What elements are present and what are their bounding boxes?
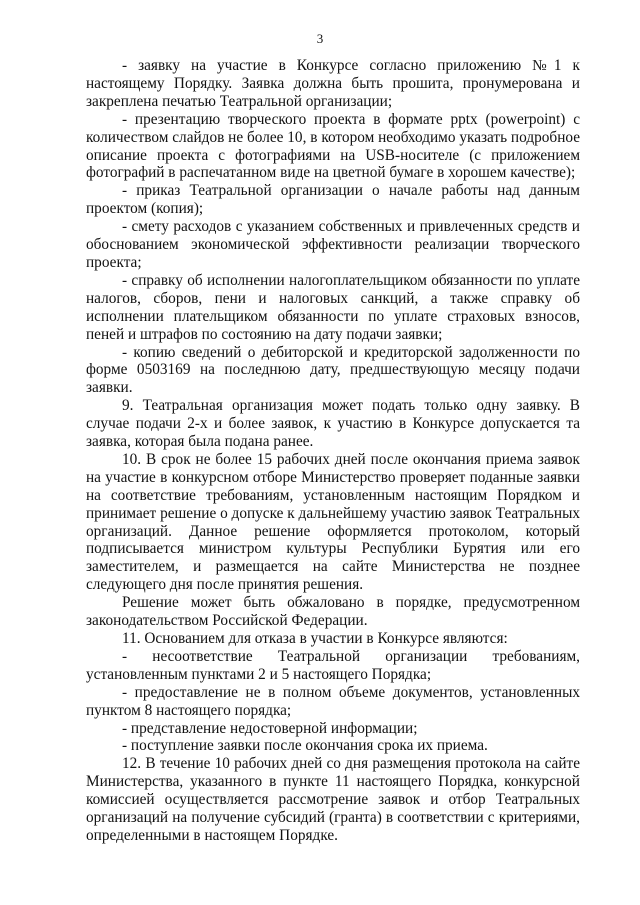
paragraph-debt-info: - копию сведений о дебиторской и кредиторской задолженности по форме 0503169 на последнюю дату, предшествующую месяцу подачи заявки. xyxy=(86,343,580,397)
paragraph-cost-estimate: - смету расходов с указанием собственных и привлеченных средств и обоснованием экономической эффективности реализации творческого проекта; xyxy=(86,218,580,271)
document-body xyxy=(86,57,580,845)
paragraph-clause-9: 9. Театральная организация может подать только одну заявку. В случае подачи 2-х и более заявок, к участию в Конкурсе допускается та заявка, которая была подана ранее. xyxy=(86,397,580,451)
paragraph-presentation: - презентацию творческого проекта в формате pptx (powerpoint) с количеством слайдов не более 10, в котором необходимо указать подробное описание проекта с фотографиями на USB-носителе (с приложением фотографий в распечатанном виде на цветной бумаге в хорошем качестве); xyxy=(86,110,580,182)
paragraph-false-info: - представление недостоверной информации; xyxy=(122,719,418,737)
paragraph-application-form: - заявку на участие в Конкурсе согласно приложению №1 к настоящему Порядку. Заявка должна быть прошита, пронумерована и закреплена печатью Театральной организации; xyxy=(86,57,580,110)
paragraph-clause-12: 12. В течение 10 рабочих дней со дня размещения протокола на сайте Министерства, указанного в пункте 11 настоящего Порядка, конкурсной комиссией осуществляется рассмотрение заявок и отбор Театральных организаций на получение субсидий (гранта) в соответствии с критериями, определенными в настоящем Порядке. xyxy=(86,755,580,844)
paragraph-late-submission: - поступление заявки после окончания срока их приема. xyxy=(122,737,488,755)
paragraph-order-copy: - приказ Театральной организации о начале работы над данным проектом (копия); xyxy=(86,182,580,218)
paragraph-tax-certificate: - справку об исполнении налогоплательщиком обязанности по уплате налогов, сборов, пени и налоговых санкций, а также справку об исполнении плательщиком обязанности по уплате страховых взносов, пеней и штрафов по состоянию на дату подачи заявки; xyxy=(86,271,580,343)
paragraph-appeal: Решение может быть обжаловано в порядке, предусмотренном законодательством Российской Федерации. xyxy=(86,594,580,630)
paragraph-incomplete-docs: - предоставление не в полном объеме документов, установленных пунктом 8 настоящего порядка; xyxy=(86,683,580,719)
page-number: 3 xyxy=(316,31,324,46)
paragraph-clause-11: 11. Основанием для отказа в участии в Конкурсе являются: xyxy=(122,630,508,647)
paragraph-clause-10: 10. В срок не более 15 рабочих дней после окончания приема заявок на участие в конкурсном отборе Министерство проверяет поданные заявки на соответствие требованиям, установленным настоящим Порядком и принимает решение о допуске к дальнейшему участию заявок Театральных организаций. Данное решение оформляется протоколом, который подписывается министром культуры Республики Бурятия или его заместителем, и размещается на сайте Министерства не позднее следующего дня после принятия решения. xyxy=(86,450,580,594)
paragraph-noncompliance: - несоответствие Театральной организации требованиям, установленным пунктами 2 и 5 настоящего Порядка; xyxy=(86,647,580,683)
